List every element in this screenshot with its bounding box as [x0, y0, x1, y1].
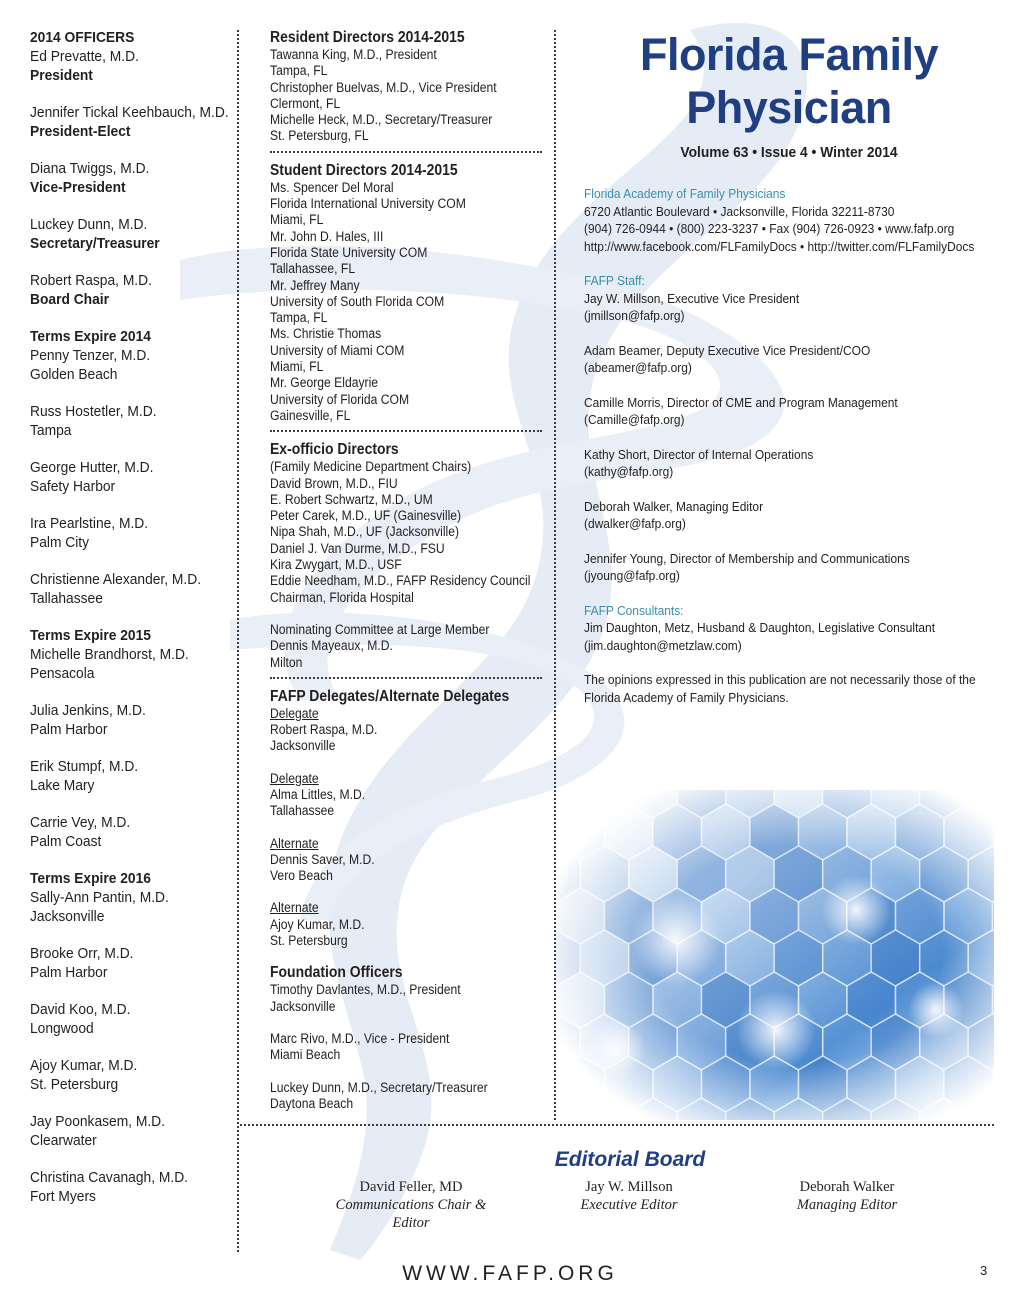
- member-name: Christienne Alexander, M.D.: [30, 571, 202, 588]
- board-member: [30, 813, 230, 851]
- foundation-officer: Marc Rivo, M.D., Vice - President: [270, 1030, 450, 1046]
- directory-line: David Brown, M.D., FIU: [270, 475, 398, 491]
- member-name: Sally-Ann Pantin, M.D.: [30, 889, 169, 906]
- resident-directors-section: [270, 28, 542, 145]
- officer-name: Diana Twiggs, M.D.: [30, 160, 150, 177]
- member-city: Palm Harbor: [30, 964, 108, 981]
- org-social: http://www.facebook.com/FLFamilyDocs • http://twitter.com/FLFamilyDocs: [584, 238, 975, 254]
- member-name: Brooke Orr, M.D.: [30, 945, 134, 962]
- staff-heading: FAFP Staff:: [584, 273, 645, 288]
- directory-line: Dennis Mayeaux, M.D.: [270, 638, 393, 654]
- member-city: Palm Harbor: [30, 721, 108, 738]
- staff-title: Camille Morris, Director of CME and Program Management: [584, 394, 898, 410]
- section-title: Student Directors 2014-2015: [270, 161, 458, 179]
- staff-entry: [584, 342, 1004, 377]
- member-city: Palm City: [30, 534, 90, 551]
- member-name: Ira Pearlstine, M.D.: [30, 515, 149, 532]
- staff-entry: [584, 290, 1004, 325]
- directory-line: Milton: [270, 654, 303, 670]
- staff-email: (abeamer@fafp.org): [584, 360, 692, 375]
- board-member: [30, 701, 230, 739]
- foundation-officer: Luckey Dunn, M.D., Secretary/Treasurer: [270, 1079, 488, 1095]
- directory-line: Christopher Buelvas, M.D., Vice President: [270, 79, 497, 95]
- spacer: [270, 606, 542, 622]
- directory-line: Ms. Christie Thomas: [270, 326, 382, 342]
- foundation-city: Daytona Beach: [270, 1095, 354, 1111]
- board-member: [30, 346, 230, 384]
- editorial-board-title: Editorial Board: [554, 1148, 706, 1171]
- directory-line: Mr. George Eldayrie: [270, 375, 379, 391]
- consultant-email: (jim.daughton@metzlaw.com): [584, 637, 742, 653]
- directory-line: Michelle Heck, M.D., Secretary/Treasurer: [270, 112, 493, 128]
- directory-line: Mr. Jeffrey Many: [270, 277, 360, 293]
- delegate-city: Jacksonville: [270, 738, 336, 754]
- org-contact: [584, 185, 1004, 255]
- board-member: [30, 1168, 230, 1206]
- student-directors-section: [270, 161, 542, 424]
- member-name: David Feller, MD: [359, 1179, 463, 1195]
- member-city: Safety Harbor: [30, 478, 116, 495]
- member-city: Tallahassee: [30, 590, 103, 607]
- member-city: Clearwater: [30, 1132, 97, 1149]
- directory-line: Nipa Shah, M.D., UF (Jacksonville): [270, 524, 460, 540]
- issue-line: Volume 63 • Issue 4 • Winter 2014: [680, 144, 898, 161]
- officer-entry: [30, 47, 230, 85]
- officer-role: President: [30, 67, 93, 84]
- editorial-member: [742, 1178, 952, 1214]
- directory-line: Ms. Spencer Del Moral: [270, 179, 394, 195]
- directory-line: University of Miami COM: [270, 342, 405, 358]
- member-title: Managing Editor: [796, 1197, 898, 1213]
- spacer: [270, 1015, 542, 1031]
- directory-line: Eddie Needham, M.D., FAFP Residency Council: [270, 573, 531, 589]
- foundation-city: Jacksonville: [270, 998, 336, 1014]
- directors-column: [270, 28, 542, 1118]
- delegate-name: Alma Littles, M.D.: [270, 786, 366, 802]
- directory-line: Nominating Committee at Large Member: [270, 621, 490, 637]
- member-name: Michelle Brandhorst, M.D.: [30, 646, 189, 663]
- member-title: Communications Chair &: [335, 1197, 487, 1213]
- member-name: Ajoy Kumar, M.D.: [30, 1057, 138, 1074]
- directory-line: E. Robert Schwartz, M.D., UM: [270, 491, 433, 507]
- staff-list: [584, 272, 1004, 585]
- member-name: Russ Hostetler, M.D.: [30, 403, 157, 420]
- officer-name: Luckey Dunn, M.D.: [30, 216, 148, 233]
- section-divider: [270, 151, 542, 153]
- section-title: Ex-officio Directors: [270, 441, 399, 459]
- officer-role: Board Chair: [30, 291, 109, 308]
- directory-line: (Family Medicine Department Chairs): [270, 459, 472, 475]
- staff-title: Jennifer Young, Director of Membership and Communications: [584, 550, 910, 566]
- board-member: [30, 1112, 230, 1150]
- staff-title: Jay W. Millson, Executive Vice President: [584, 290, 800, 306]
- delegate-city: Vero Beach: [270, 868, 333, 884]
- staff-entry: [584, 446, 1004, 481]
- member-city: Jacksonville: [30, 908, 105, 925]
- directory-line: Tampa, FL: [270, 310, 328, 326]
- member-name: Julia Jenkins, M.D.: [30, 702, 146, 719]
- consultants-heading: FAFP Consultants:: [584, 602, 684, 618]
- terms-heading: Terms Expire 2015: [30, 627, 151, 644]
- directory-line: Florida International University COM: [270, 196, 466, 212]
- foundation-section: [270, 963, 542, 1112]
- org-address: 6720 Atlantic Boulevard • Jacksonville, Florida 32211-8730: [584, 203, 895, 219]
- magazine-title: [584, 28, 994, 134]
- terms-heading: Terms Expire 2014: [30, 328, 151, 345]
- officer-name: Ed Prevatte, M.D.: [30, 48, 139, 65]
- title-line: Florida Family: [639, 29, 939, 80]
- terms-heading: Terms Expire 2016: [30, 870, 151, 887]
- member-city: Fort Myers: [30, 1188, 96, 1205]
- editorial-divider: [240, 1124, 994, 1126]
- member-city: Palm Coast: [30, 833, 102, 850]
- member-title: Executive Editor: [580, 1197, 678, 1213]
- section-divider: [270, 677, 542, 679]
- board-member: [30, 402, 230, 440]
- board-member: [30, 888, 230, 926]
- member-name: Jay Poonkasem, M.D.: [30, 1113, 165, 1130]
- section-title: Foundation Officers: [270, 964, 403, 982]
- directory-line: University of Florida COM: [270, 391, 410, 407]
- directory-line: St. Petersburg, FL: [270, 128, 369, 144]
- ex-officio-section: [270, 440, 542, 671]
- board-member: [30, 1056, 230, 1094]
- directory-line: Peter Carek, M.D., UF (Gainesville): [270, 508, 462, 524]
- org-phones: (904) 726-0944 • (800) 223-3237 • Fax (904) 726-0923 • www.fafp.org: [584, 221, 955, 236]
- member-name: David Koo, M.D.: [30, 1001, 131, 1018]
- hexagon-molecular-image: [556, 790, 994, 1120]
- officer-role: Secretary/Treasurer: [30, 235, 160, 252]
- staff-entry: [584, 550, 1004, 585]
- officer-entry: [30, 215, 230, 253]
- directory-line: Miami, FL: [270, 212, 324, 228]
- delegate-type: Delegate: [270, 705, 319, 721]
- member-city: Pensacola: [30, 665, 95, 682]
- spacer: [270, 1064, 542, 1080]
- spacer: [270, 820, 542, 836]
- disclaimer: [584, 671, 1004, 706]
- spacer: [270, 884, 542, 900]
- directory-line: Tampa, FL: [270, 63, 328, 79]
- section-title: Resident Directors 2014-2015: [270, 29, 465, 46]
- directory-line: Mr. John D. Hales, III: [270, 228, 384, 244]
- member-city: Lake Mary: [30, 777, 95, 794]
- staff-entry: [584, 394, 1004, 429]
- staff-email: (jyoung@fafp.org): [584, 568, 680, 583]
- editorial-member: [524, 1178, 734, 1214]
- editorial-member: [306, 1178, 516, 1232]
- disclaimer-line: The opinions expressed in this publication are not necessarily those of the: [584, 672, 976, 687]
- member-name: Penny Tenzer, M.D.: [30, 347, 151, 364]
- directory-line: Tallahassee, FL: [270, 261, 356, 277]
- board-member: [30, 458, 230, 496]
- board-member: [30, 757, 230, 795]
- delegate-type: Delegate: [270, 770, 319, 786]
- delegate-type: Alternate: [270, 835, 319, 851]
- staff-title: Adam Beamer, Deputy Executive Vice President/COO: [584, 342, 871, 358]
- officers-column: [30, 28, 230, 1224]
- foundation-officer: Timothy Davlantes, M.D., President: [270, 982, 461, 998]
- directory-line: Miami, FL: [270, 359, 324, 375]
- member-name: Jay W. Millson: [585, 1179, 673, 1195]
- directory-line: Florida State University COM: [270, 244, 428, 260]
- directory-line: Chairman, Florida Hospital: [270, 589, 414, 605]
- directory-line: Clermont, FL: [270, 95, 341, 111]
- member-city: St. Petersburg: [30, 1076, 119, 1093]
- board-member: [30, 944, 230, 982]
- org-name: Florida Academy of Family Physicians: [584, 186, 786, 201]
- title-line: Physician: [686, 82, 892, 133]
- delegate-name: Robert Raspa, M.D.: [270, 722, 378, 738]
- consultants: [584, 602, 1004, 655]
- board-member: [30, 1000, 230, 1038]
- staff-email: (Camille@fafp.org): [584, 412, 685, 427]
- section-title: FAFP Delegates/Alternate Delegates: [270, 687, 510, 705]
- column-divider-left: [237, 30, 239, 1252]
- member-city: Longwood: [30, 1020, 94, 1037]
- delegate-name: Dennis Saver, M.D.: [270, 851, 375, 867]
- staff-email: (dwalker@fafp.org): [584, 516, 686, 531]
- delegates-section: [270, 687, 542, 950]
- directory-line: Tawanna King, M.D., President: [270, 47, 437, 62]
- officer-entry: [30, 103, 230, 141]
- website-url[interactable]: WWW.FAFP.ORG: [402, 1262, 618, 1285]
- member-city: Golden Beach: [30, 366, 118, 383]
- foundation-city: Miami Beach: [270, 1047, 341, 1063]
- masthead-column: [584, 28, 1004, 706]
- officer-name: Robert Raspa, M.D.: [30, 272, 152, 289]
- board-member: [30, 570, 230, 608]
- officer-role: President-Elect: [30, 123, 131, 140]
- consultant-name: Jim Daughton, Metz, Husband & Daughton, Legislative Consultant: [584, 620, 936, 635]
- page-number: 3: [980, 1263, 988, 1278]
- staff-title: Deborah Walker, Managing Editor: [584, 498, 764, 514]
- member-name: Christina Cavanagh, M.D.: [30, 1169, 189, 1186]
- member-city: Tampa: [30, 422, 72, 439]
- officer-name: Jennifer Tickal Keehbauch, M.D.: [30, 104, 229, 121]
- staff-entry: [584, 498, 1004, 533]
- board-member: [30, 514, 230, 552]
- directory-line: Kira Zwygart, M.D., USF: [270, 557, 402, 573]
- officer-entry: [30, 271, 230, 309]
- officer-entry: [30, 159, 230, 197]
- staff-title: Kathy Short, Director of Internal Operations: [584, 446, 814, 462]
- directory-line: University of South Florida COM: [270, 293, 445, 309]
- staff-email: (kathy@fafp.org): [584, 464, 674, 479]
- delegate-type: Alternate: [270, 900, 319, 916]
- member-name: Erik Stumpf, M.D.: [30, 758, 139, 775]
- staff-email: (jmillson@fafp.org): [584, 308, 685, 323]
- directory-line: Daniel J. Van Durme, M.D., FSU: [270, 540, 445, 556]
- officers-heading: 2014 OFFICERS: [30, 29, 135, 46]
- delegate-name: Ajoy Kumar, M.D.: [270, 916, 365, 932]
- member-name: Deborah Walker: [799, 1179, 895, 1195]
- board-member: [30, 645, 230, 683]
- directory-line: Gainesville, FL: [270, 407, 351, 423]
- section-divider: [270, 430, 542, 432]
- member-name: Carrie Vey, M.D.: [30, 814, 131, 831]
- spacer: [270, 755, 542, 771]
- delegate-city: St. Petersburg: [270, 933, 348, 949]
- member-name: George Hutter, M.D.: [30, 459, 154, 476]
- member-title: Editor: [392, 1215, 430, 1231]
- delegate-city: Tallahassee: [270, 803, 335, 819]
- officer-role: Vice-President: [30, 179, 126, 196]
- disclaimer-line: Florida Academy of Family Physicians.: [584, 689, 789, 705]
